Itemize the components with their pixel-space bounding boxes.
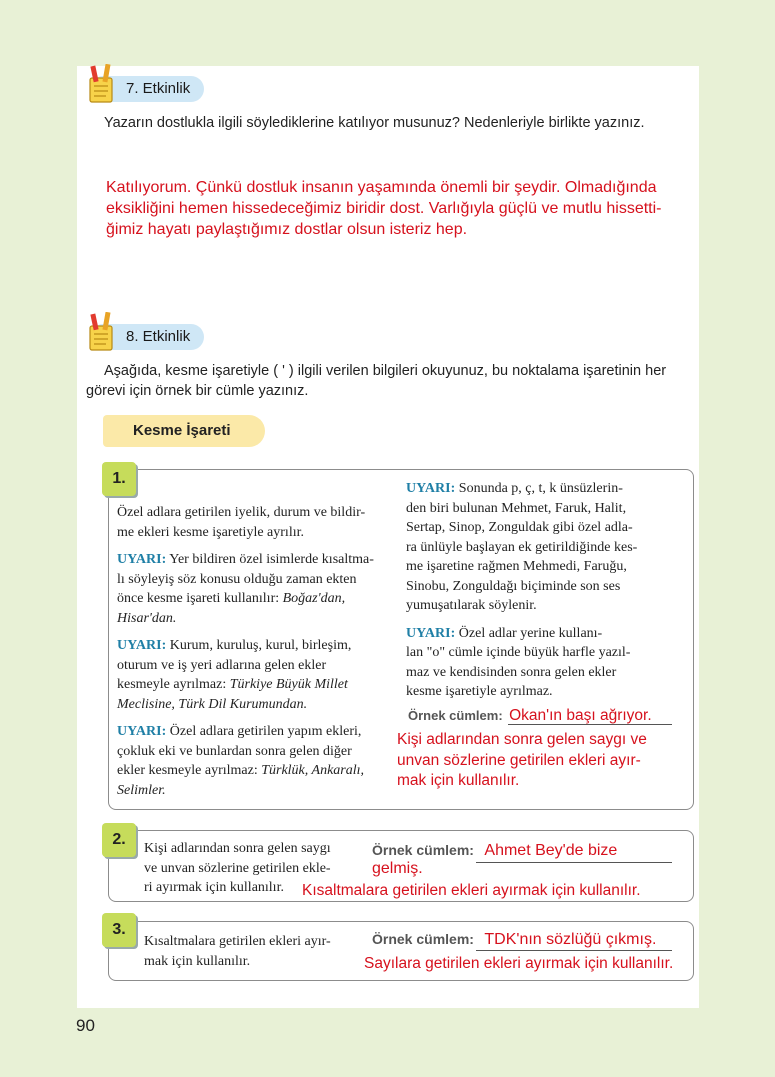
pencil-notepad-icon	[84, 64, 120, 104]
activity7-header	[90, 76, 204, 102]
example-text: Meclisine, Türk Dil Kurumundan.	[117, 696, 308, 712]
text-line: kesme işaretiyle ayrılmaz.	[406, 684, 553, 699]
answer-underline	[476, 862, 672, 863]
box1-left-column	[117, 503, 397, 800]
text-line: Özel adlara getirilen iyelik, durum ve bildir-	[117, 505, 366, 520]
answer-line: mak için kullanılır.	[397, 772, 520, 789]
activity7-question: Yazarın dostlukla ilgili söylediklerine katılıyor musunuz? Nedenleriyle birlikte yazınız.	[104, 115, 645, 131]
instruction-line: görevi için örnek bir cümle yazınız.	[86, 383, 309, 399]
text-line: ri ayırmak için kullanılır.	[144, 880, 284, 895]
instruction-line: Aşağıda, kesme işaretiyle ( ' ) ilgili verilen bilgileri okuyunuz, bu noktalama işaretinin her	[104, 363, 667, 379]
box3-example-row	[372, 931, 672, 953]
activity8-instruction	[86, 361, 666, 401]
text-line: Sonunda p, ç, t, k ünsüzlerin-	[455, 481, 623, 496]
text-line: lan "o" cümle içinde büyük harfle yazıl-	[406, 645, 631, 660]
warning-2	[117, 636, 397, 714]
answer-line: eksikliğini hemen hissedeceğimiz biridir dost. Varlığıyla güçlü ve mutlu hissetti-	[106, 200, 662, 217]
text-line: Sertap, Sinop, Zonguldak gibi özel adla-	[406, 520, 633, 535]
kesme-isareti-tag: Kesme İşareti	[103, 415, 265, 447]
ornek-cumlem-label: Örnek cümlem:	[372, 931, 474, 947]
text-line: Kurum, kuruluş, kurul, birleşim,	[166, 638, 352, 653]
uyari-label: UYARI:	[117, 552, 167, 567]
activity7-answer	[106, 177, 662, 240]
text-line: Özel adlara getirilen yapım ekleri,	[166, 724, 362, 739]
box2-example-row	[372, 842, 672, 877]
text-line: Yer bildiren özel isimlerde kısaltma-	[166, 552, 374, 567]
text-line: maz ve kendisinden sonra gelen ekler	[406, 664, 617, 680]
example-text: Hisar'dan.	[117, 610, 177, 626]
activity8-title: 8. Etkinlik	[90, 324, 204, 350]
example-text: Boğaz'dan,	[282, 591, 346, 606]
text-line: me işaretine rağmen Mehmedi, Faruğu,	[406, 559, 627, 574]
page-number: 90	[76, 1016, 95, 1035]
text-line: önce kesme işareti kullanılır:	[117, 591, 283, 606]
box3-text	[144, 932, 364, 971]
uyari-label: UYARI:	[117, 724, 167, 739]
answer-underline	[476, 950, 672, 951]
answer-line: Katılıyorum. Çünkü dostluk insanın yaşamında önemli bir şeydir. Olmadığında	[106, 179, 657, 196]
box1-number-badge: 1.	[102, 462, 136, 496]
text-line: mak için kullanılır.	[144, 953, 251, 969]
box3-extra-answer: Sayılara getirilen ekleri ayırmak için kullanılır.	[364, 955, 674, 972]
answer-line: unvan sözlerine getirilen ekleri ayır-	[397, 751, 641, 769]
pencil-notepad-icon	[84, 312, 120, 352]
box3-number-badge: 3.	[102, 913, 136, 947]
warning-4	[406, 479, 684, 616]
uyari-label: UYARI:	[117, 638, 167, 653]
box2-number-badge: 2.	[102, 823, 136, 857]
text-line: ve unvan sözlerine getirilen ekle-	[144, 860, 331, 876]
ornek-cumlem-label: Örnek cümlem:	[408, 708, 503, 723]
text-line: ekler kesmeyle ayrılmaz:	[117, 763, 262, 778]
text-line: Kişi adlarından sonra gelen saygı	[144, 841, 331, 856]
text-line: Sinobu, Zonguldağı biçiminde son ses	[406, 578, 621, 594]
ornek-cumlem-label: Örnek cümlem:	[372, 842, 474, 858]
answer-line: ğimiz hayatı paylaştığımız dostlar olsun isteriz hep.	[106, 221, 468, 238]
text-line: yumuşatılarak söylenir.	[406, 598, 537, 613]
activity7-title: 7. Etkinlik	[90, 76, 204, 102]
answer-underline	[508, 724, 672, 725]
uyari-label: UYARI:	[406, 625, 456, 641]
text-line: den biri bulunan Mehmet, Faruk, Halit,	[406, 500, 627, 516]
example-answer: Ahmet Bey'de bize gelmiş.	[372, 842, 618, 877]
warning-5	[406, 624, 684, 702]
warning-3	[117, 722, 397, 800]
rule-text	[117, 503, 397, 542]
text-line: oturum ve iş yeri adlarına gelen ekler	[117, 657, 327, 673]
text-line: me ekleri kesme işaretiyle ayrılır.	[117, 524, 304, 540]
text-line: kesmeyle ayrılmaz:	[117, 677, 230, 692]
warning-1	[117, 550, 397, 628]
activity8-header	[90, 324, 204, 350]
example-text: Selimler.	[117, 782, 166, 798]
example-answer: TDK'nın sözlüğü çıkmış.	[484, 931, 657, 948]
example-answer: Okan'ın başı ağrıyor.	[509, 707, 652, 724]
answer-line: Kişi adlarından sonra gelen saygı ve	[397, 731, 647, 748]
example-text: Türklük, Ankaralı,	[261, 763, 365, 778]
text-line: lı söyleyiş söz konusu olduğu zaman ekten	[117, 571, 357, 587]
text-line: Özel adlar yerine kullanı-	[455, 625, 603, 641]
box1-extra-answer	[397, 730, 647, 792]
example-text: Türkiye Büyük Millet	[229, 677, 348, 692]
text-line: çokluk eki ve bunlardan sonra gelen diğer	[117, 743, 352, 759]
uyari-label: UYARI:	[406, 481, 456, 496]
box1-right-column	[406, 479, 684, 702]
text-line: Kısaltmalara getirilen ekleri ayır-	[144, 934, 331, 949]
box1-example-row	[408, 707, 672, 727]
text-line: ra ünlüyle başlayan ek getirildiğinde kes-	[406, 539, 638, 555]
box2-extra-answer: Kısaltmalara getirilen ekleri ayırmak için kullanılır.	[302, 882, 641, 899]
